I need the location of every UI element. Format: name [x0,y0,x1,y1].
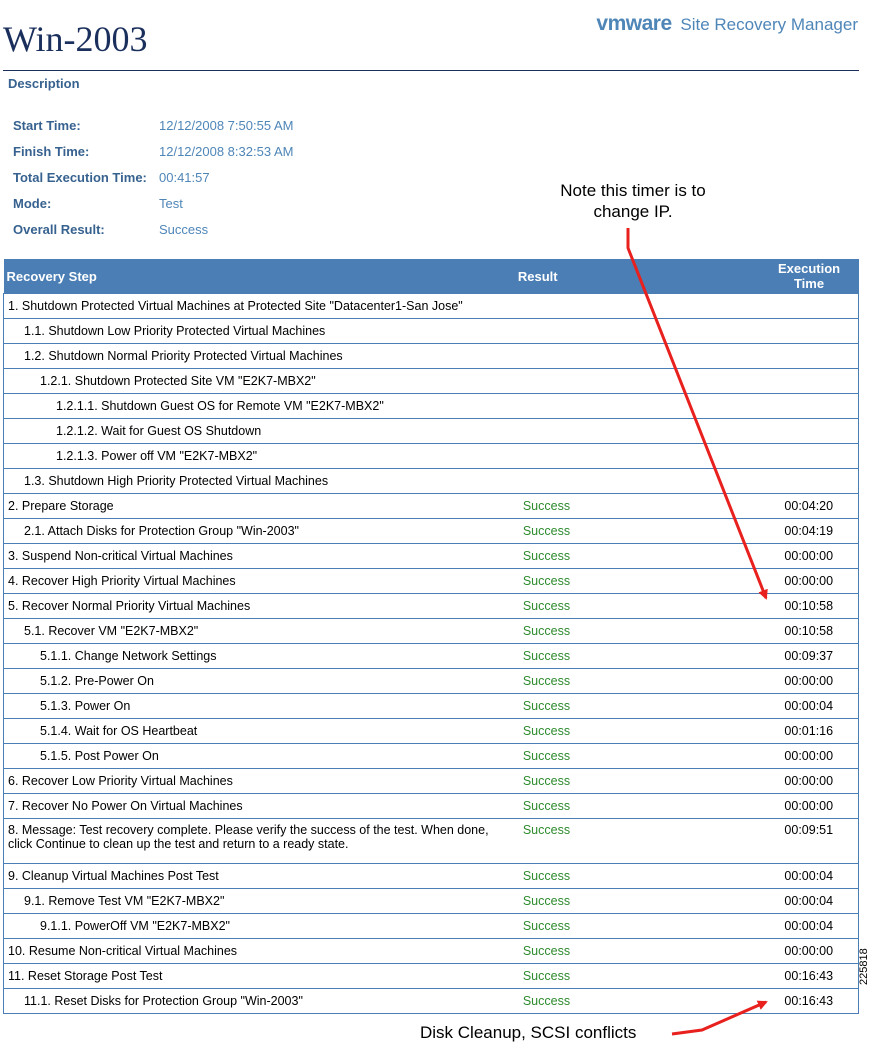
execution-time-cell: 00:01:16 [760,719,859,744]
step-cell: 6. Recover Low Priority Virtual Machines [4,769,515,794]
field-value: 00:41:57 [159,169,210,185]
field-mode [13,190,293,216]
result-cell [515,444,760,469]
field-start-time [13,112,293,138]
result-cell: Success [515,939,760,964]
header-result: Result [515,259,760,294]
result-cell [515,394,760,419]
table-row [4,939,859,964]
field-value: 12/12/2008 7:50:55 AM [159,117,294,133]
table-row [4,594,859,619]
result-cell: Success [515,889,760,914]
step-cell: 1. Shutdown Protected Virtual Machines at Protected Site "Datacenter1-San Jose" [4,294,515,319]
field-key: Start Time: [13,117,81,133]
execution-time-cell: 00:04:19 [760,519,859,544]
note-timer-annotation: Note this timer is to change IP. [560,181,706,221]
table-row [4,819,859,864]
table-row [4,569,859,594]
execution-time-cell: 00:09:37 [760,644,859,669]
execution-time-cell: 00:00:04 [760,889,859,914]
table-row [4,419,859,444]
execution-time-cell [760,369,859,394]
vmware-logo [596,12,858,36]
field-overall-result [13,216,293,242]
step-cell: 1.2. Shutdown Normal Priority Protected Virtual Machines [4,344,515,369]
execution-time-cell [760,469,859,494]
step-cell: 5.1. Recover VM "E2K7-MBX2" [4,619,515,644]
table-row [4,494,859,519]
result-cell: Success [515,914,760,939]
note-disk-cleanup-annotation: Disk Cleanup, SCSI conflicts [420,1023,637,1042]
step-cell: 1.3. Shutdown High Priority Protected Virtual Machines [4,469,515,494]
execution-time-cell: 00:00:00 [760,669,859,694]
page-title: Win-2003 [3,19,148,59]
result-cell [515,369,760,394]
result-cell: Success [515,819,760,864]
step-cell: 5.1.5. Post Power On [4,744,515,769]
execution-time-cell [760,294,859,319]
table-row [4,694,859,719]
execution-time-cell: 00:04:20 [760,494,859,519]
description-fields [13,112,293,242]
table-row [4,444,859,469]
table-row [4,394,859,419]
result-cell: Success [515,864,760,889]
field-key: Finish Time: [13,143,90,159]
step-cell: 3. Suspend Non-critical Virtual Machines [4,544,515,569]
execution-time-cell [760,419,859,444]
step-cell: 4. Recover High Priority Virtual Machines [4,569,515,594]
table-header-row [4,259,859,294]
table-row [4,889,859,914]
result-cell [515,294,760,319]
table-row [4,544,859,569]
step-cell: 2. Prepare Storage [4,494,515,519]
result-cell: Success [515,594,760,619]
execution-time-cell: 00:00:00 [760,769,859,794]
table-row [4,964,859,989]
result-cell: Success [515,569,760,594]
field-value: Test [159,195,183,211]
execution-time-cell: 00:00:00 [760,569,859,594]
step-cell: 5.1.1. Change Network Settings [4,644,515,669]
result-cell [515,469,760,494]
execution-time-cell: 00:16:43 [760,989,859,1014]
table-row [4,669,859,694]
table-row [4,744,859,769]
brand-vm: vmware [596,12,672,35]
result-cell: Success [515,519,760,544]
execution-time-cell: 00:00:04 [760,694,859,719]
step-cell: 1.1. Shutdown Low Priority Protected Virtual Machines [4,319,515,344]
result-cell: Success [515,989,760,1014]
execution-time-cell [760,444,859,469]
step-cell: 8. Message: Test recovery complete. Please verify the success of the test. When done, click Continue to clean up the test and return to a ready state. [4,819,515,864]
description-label: Description [8,76,80,91]
execution-time-cell: 00:00:00 [760,544,859,569]
table-row [4,794,859,819]
field-total-execution-time [13,164,293,190]
result-cell [515,419,760,444]
step-cell: 5.1.4. Wait for OS Heartbeat [4,719,515,744]
step-cell: 2.1. Attach Disks for Protection Group "Win-2003" [4,519,515,544]
result-cell: Success [515,964,760,989]
header-recovery-step: Recovery Step [4,259,515,294]
result-cell: Success [515,719,760,744]
result-cell [515,319,760,344]
field-key: Overall Result: [13,221,105,237]
table-row [4,864,859,889]
execution-time-cell: 00:09:51 [760,819,859,864]
step-cell: 9. Cleanup Virtual Machines Post Test [4,864,515,889]
result-cell [515,344,760,369]
table-row [4,294,859,319]
table-row [4,989,859,1014]
step-cell: 1.2.1.2. Wait for Guest OS Shutdown [4,419,515,444]
field-key: Total Execution Time: [13,169,147,185]
execution-time-cell: 00:10:58 [760,594,859,619]
step-cell: 7. Recover No Power On Virtual Machines [4,794,515,819]
table-row [4,319,859,344]
execution-time-cell [760,319,859,344]
step-cell: 10. Resume Non-critical Virtual Machines [4,939,515,964]
field-finish-time [13,138,293,164]
execution-time-cell: 00:00:04 [760,914,859,939]
header-divider [3,70,859,71]
result-cell: Success [515,619,760,644]
field-value: Success [159,221,209,237]
step-cell: 1.2.1.3. Power off VM "E2K7-MBX2" [4,444,515,469]
execution-time-cell: 00:00:00 [760,794,859,819]
result-cell: Success [515,794,760,819]
field-key: Mode: [13,195,52,211]
step-cell: 1.2.1. Shutdown Protected Site VM "E2K7-MBX2" [4,369,515,394]
result-cell: Success [515,669,760,694]
table-row [4,914,859,939]
field-value: 12/12/2008 8:32:53 AM [159,143,294,159]
execution-time-cell [760,344,859,369]
table-row [4,769,859,794]
header-execution-time: Execution Time [760,259,859,294]
table-row [4,644,859,669]
table-row [4,344,859,369]
step-cell: 9.1.1. PowerOff VM "E2K7-MBX2" [4,914,515,939]
result-cell: Success [515,494,760,519]
execution-time-cell: 00:10:58 [760,619,859,644]
table-row [4,519,859,544]
execution-time-cell: 00:16:43 [760,964,859,989]
execution-time-cell: 00:00:00 [760,939,859,964]
step-cell: 1.2.1.1. Shutdown Guest OS for Remote VM "E2K7-MBX2" [4,394,515,419]
recovery-steps-table [3,259,859,1014]
result-cell: Success [515,694,760,719]
execution-time-cell [760,394,859,419]
step-cell: 5.1.3. Power On [4,694,515,719]
result-cell: Success [515,744,760,769]
result-cell: Success [515,544,760,569]
step-cell: 11.1. Reset Disks for Protection Group "Win-2003" [4,989,515,1014]
execution-time-cell: 00:00:04 [760,864,859,889]
brand-product: Site Recovery Manager [680,15,858,34]
step-cell: 5. Recover Normal Priority Virtual Machines [4,594,515,619]
table-row [4,619,859,644]
table-row [4,719,859,744]
step-cell: 9.1. Remove Test VM "E2K7-MBX2" [4,889,515,914]
figure-number: 225818 [858,948,870,985]
table-row [4,469,859,494]
result-cell: Success [515,644,760,669]
step-cell: 11. Reset Storage Post Test [4,964,515,989]
result-cell: Success [515,769,760,794]
execution-time-cell: 00:00:00 [760,744,859,769]
step-cell: 5.1.2. Pre-Power On [4,669,515,694]
table-row [4,369,859,394]
